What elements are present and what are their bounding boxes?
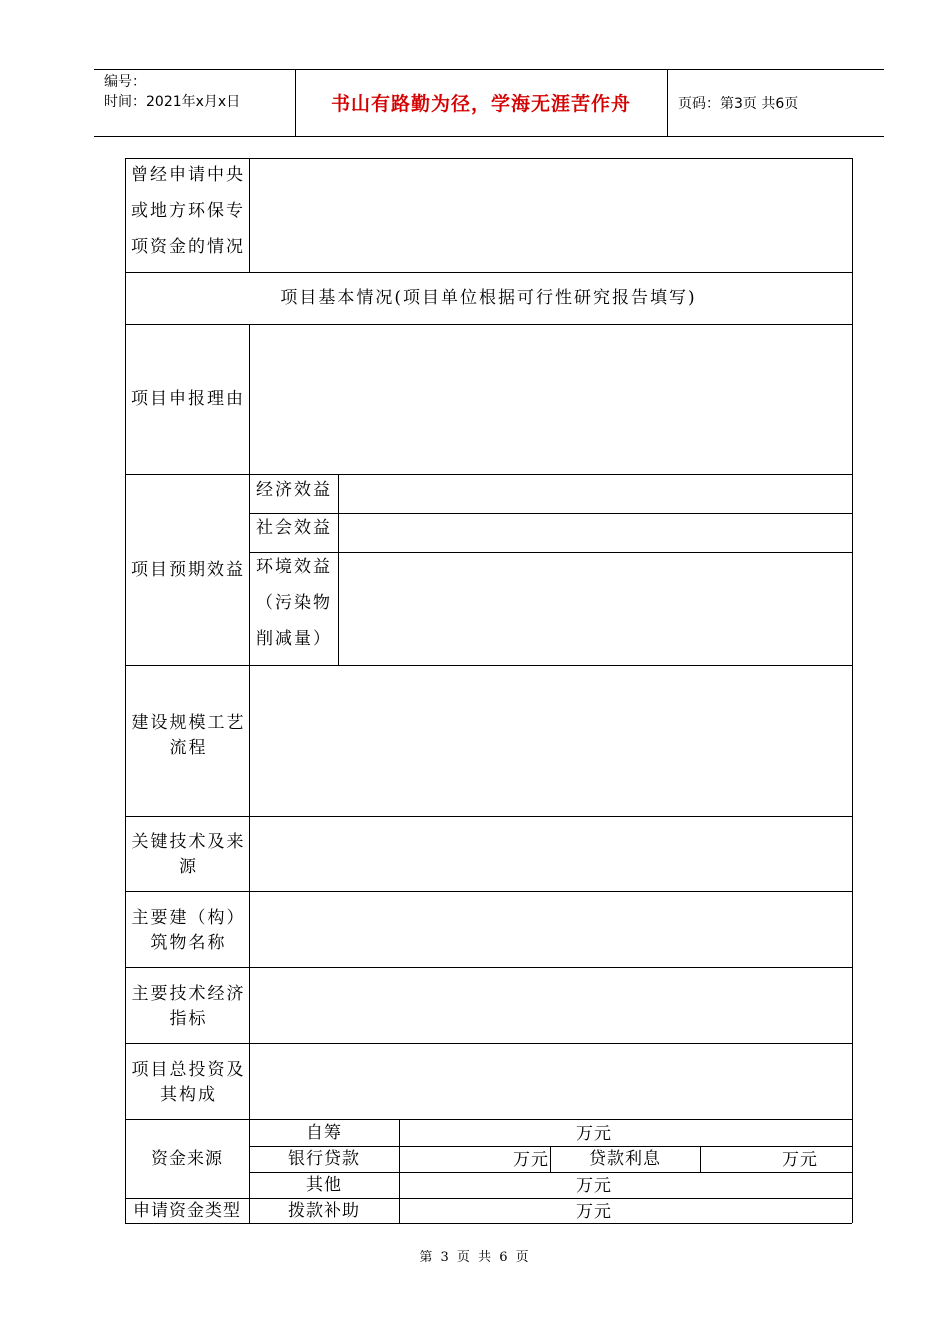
loan-interest-label: 贷款利息 [589,1149,661,1169]
grant-type-label: 申请资金类型 [133,1201,241,1221]
section-title: 项目基本情况(项目单位根据可行性研究报告填写) [280,288,697,308]
row-rule [125,272,852,273]
self-raised-unit: 万元 [576,1124,612,1144]
reason-value[interactable] [250,325,851,473]
bank-loan-label: 银行贷款 [288,1149,360,1169]
scale-process-value[interactable] [250,666,851,815]
page-footer: 第 3 页 共 6 页 [419,1250,531,1265]
document-time: 时间：2021年x月x日 [104,94,241,110]
bank-loan-unit: 万元 [513,1150,549,1170]
environmental-benefit-value[interactable] [339,553,851,664]
header-page-number: 页码：第3页 共6页 [678,95,799,112]
reason-label: 项目申报理由 [131,389,245,409]
other-funding-label: 其他 [306,1175,342,1195]
grant-type-unit: 万元 [576,1202,612,1222]
header-motto: 书山有路勤为径，学海无涯苦作舟 [330,93,631,115]
buildings-label: 主要建（构） 筑物名称 [131,908,246,953]
key-tech-label: 关键技术及来 源 [131,832,246,877]
investment-label: 项目总投资及 其构成 [131,1060,246,1105]
social-benefit-label: 社会效益 [256,518,332,538]
key-tech-value[interactable] [250,817,851,890]
table-border [852,158,853,1223]
self-raised-label: 自筹 [306,1123,342,1143]
document-code: 编号： [104,74,146,90]
table-border [125,158,126,1223]
grant-type-value: 拨款补助 [288,1201,360,1221]
expected-benefit-label: 项目预期效益 [131,560,245,580]
prior-application-value[interactable] [250,159,851,271]
other-funding-unit: 万元 [576,1176,612,1196]
indicators-label: 主要技术经济 指标 [131,984,246,1029]
economic-benefit-value[interactable] [339,475,851,512]
row-rule [125,1119,852,1120]
buildings-value[interactable] [250,892,851,966]
indicators-value[interactable] [250,968,851,1042]
environmental-benefit-label: 环境效益 （污染物 削减量） [256,557,332,649]
prior-application-label: 曾经申请中央 或地方环保专 项资金的情况 [131,165,245,257]
loan-interest-unit: 万元 [782,1150,818,1170]
funding-source-label: 资金来源 [151,1149,223,1169]
social-benefit-value[interactable] [339,514,851,551]
scale-process-label: 建设规模工艺 流程 [131,713,246,758]
economic-benefit-label: 经济效益 [256,480,332,500]
investment-value[interactable] [250,1044,851,1118]
